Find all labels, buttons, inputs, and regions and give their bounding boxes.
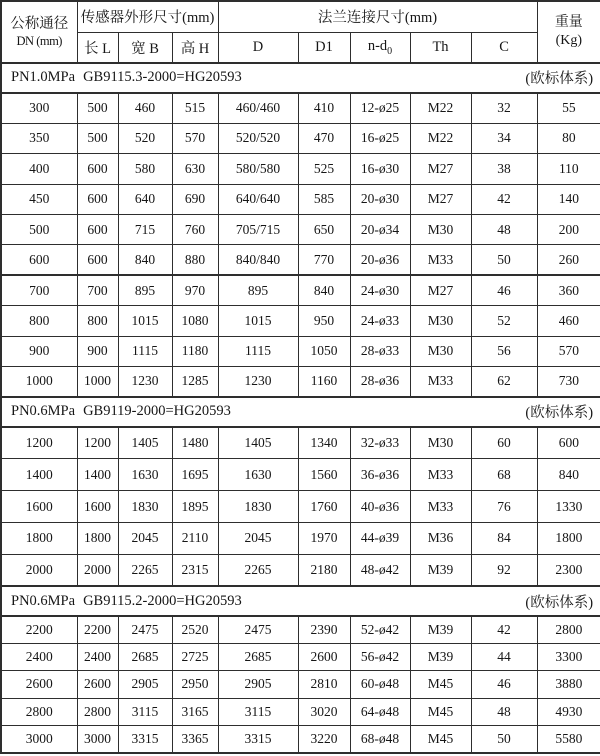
table-cell: M39 [410,554,471,586]
table-cell: 1800 [537,522,600,554]
table-cell: 62 [471,366,537,396]
table-cell: 60 [471,427,537,459]
table-cell: 1285 [172,366,218,396]
header-row-groups [1,1,600,32]
table-cell: 2300 [537,554,600,586]
table-cell: 200 [537,214,600,244]
table-cell: 2315 [172,554,218,586]
table-cell: 525 [298,154,350,184]
table-cell: 2810 [298,671,350,698]
weight-unit: (Kg) [555,33,583,48]
table-cell: M22 [410,123,471,153]
table-cell: 2400 [77,644,118,671]
table-cell: 84 [471,522,537,554]
col-header-label: D [252,38,264,55]
section-header-cell [1,397,600,427]
table-cell: 895 [218,275,298,305]
table-cell: 48 [471,698,537,725]
col-header-weight [537,1,600,63]
section-header-content [2,401,600,422]
spec-row [1,154,600,184]
table-cell: 1015 [118,306,172,336]
table-cell: 1115 [118,336,172,366]
table-cell: 760 [172,214,218,244]
table-cell: 3315 [218,725,298,753]
table-cell: 1160 [298,366,350,396]
spec-row [1,123,600,153]
spec-row [1,184,600,214]
table-cell: 1830 [118,491,172,523]
table-cell: 585 [298,184,350,214]
table-cell: M39 [410,644,471,671]
table-cell: 1560 [298,459,350,491]
table-cell: 1115 [218,336,298,366]
table-cell: 2000 [1,554,77,586]
table-cell: 2685 [218,644,298,671]
table-cell: 16-ø30 [350,154,410,184]
standard-system-note: (欧标体系) [525,405,594,422]
spec-row [1,491,600,523]
table-cell: 3315 [118,725,172,753]
table-cell: 1800 [1,522,77,554]
table-cell: 400 [1,154,77,184]
table-cell: 1630 [118,459,172,491]
table-cell: 3020 [298,698,350,725]
table-cell: 800 [1,306,77,336]
col-header-width-b: 宽 B [118,32,172,63]
table-cell: 4930 [537,698,600,725]
section-header-row [1,397,600,427]
table-cell: 2180 [298,554,350,586]
table-cell: 64-ø48 [350,698,410,725]
spec-row [1,306,600,336]
table-cell: 1600 [1,491,77,523]
table-cell: 12-ø25 [350,93,410,123]
table-cell: 2200 [77,616,118,643]
table-cell: 470 [298,123,350,153]
section-header-content [2,67,600,88]
table-cell: 1800 [77,522,118,554]
col-header-d1 [298,32,350,63]
table-cell: 36-ø36 [350,459,410,491]
col-header-height-h: 高 H [172,32,218,63]
table-cell: 3000 [1,725,77,753]
table-cell: M33 [410,366,471,396]
table-cell: 900 [1,336,77,366]
spec-row [1,644,600,671]
table-cell: 20-ø30 [350,184,410,214]
table-cell: 1630 [218,459,298,491]
table-cell: 20-ø36 [350,245,410,275]
table-cell: 76 [471,491,537,523]
table-cell: 1330 [537,491,600,523]
table-cell: 56-ø42 [350,644,410,671]
table-cell: 840 [118,245,172,275]
table-cell: 44 [471,644,537,671]
table-cell: 600 [1,245,77,275]
table-cell: 700 [77,275,118,305]
table-cell: 2110 [172,522,218,554]
table-cell: 1230 [118,366,172,396]
table-cell: 800 [77,306,118,336]
table-cell: 1000 [1,366,77,396]
table-cell: 110 [537,154,600,184]
table-cell: 600 [77,214,118,244]
spec-row [1,459,600,491]
table-cell: 600 [537,427,600,459]
spec-row [1,93,600,123]
table-cell: 2600 [1,671,77,698]
spec-row [1,214,600,244]
table-cell: 80 [537,123,600,153]
col-header-label: Th [432,38,449,55]
col-header-c [471,32,537,63]
standard-code: GB9119-2000=HG20593 [83,403,231,420]
table-cell: 520/520 [218,123,298,153]
spec-row [1,336,600,366]
spec-row [1,522,600,554]
spec-row [1,725,600,753]
spec-row [1,245,600,275]
table-cell: 1480 [172,427,218,459]
table-cell: 640 [118,184,172,214]
table-cell: 2600 [298,644,350,671]
table-cell: 640/640 [218,184,298,214]
table-cell: 2045 [118,522,172,554]
table-cell: 50 [471,725,537,753]
table-cell: 32-ø33 [350,427,410,459]
table-cell: 2685 [118,644,172,671]
table-cell: 34 [471,123,537,153]
table-cell: 1695 [172,459,218,491]
table-cell: 1050 [298,336,350,366]
table-cell: 3165 [172,698,218,725]
table-cell: 1970 [298,522,350,554]
spec-row [1,671,600,698]
spec-row [1,275,600,305]
table-cell: 1830 [218,491,298,523]
table-body [1,63,600,753]
table-cell: 3115 [118,698,172,725]
table-cell: 880 [172,245,218,275]
col-header-nd0 [350,32,410,63]
standard-code: GB9115.3-2000=HG20593 [83,69,242,86]
table-cell: 300 [1,93,77,123]
table-cell: 600 [77,245,118,275]
table-cell: 68-ø48 [350,725,410,753]
table-cell: 2400 [1,644,77,671]
section-header-content [2,591,600,612]
table-cell: 24-ø33 [350,306,410,336]
pressure-rating: PN0.6MPa [11,592,76,609]
table-cell: 46 [471,275,537,305]
table-cell: 360 [537,275,600,305]
table-cell: 460/460 [218,93,298,123]
table-cell: 55 [537,93,600,123]
table-cell: 690 [172,184,218,214]
table-cell: 715 [118,214,172,244]
table-cell: M45 [410,725,471,753]
table-cell: 2265 [118,554,172,586]
table-cell: M45 [410,671,471,698]
table-cell: 5580 [537,725,600,753]
table-cell: 450 [1,184,77,214]
table-cell: 705/715 [218,214,298,244]
table-cell: 650 [298,214,350,244]
table-cell: 40-ø36 [350,491,410,523]
table-cell: 630 [172,154,218,184]
table-cell: 500 [1,214,77,244]
table-cell: 1000 [77,366,118,396]
table-cell: M30 [410,336,471,366]
table-cell: 1760 [298,491,350,523]
table-cell: 92 [471,554,537,586]
table-cell: 60-ø48 [350,671,410,698]
table-cell: 38 [471,154,537,184]
table-cell: 410 [298,93,350,123]
table-cell: 600 [77,154,118,184]
table-cell: 2200 [1,616,77,643]
table-cell: 350 [1,123,77,153]
table-cell: 140 [537,184,600,214]
table-cell: 32 [471,93,537,123]
table-cell: 580 [118,154,172,184]
table-cell: 2475 [218,616,298,643]
table-cell: 570 [537,336,600,366]
table-cell: 44-ø39 [350,522,410,554]
table-cell: 2520 [172,616,218,643]
section-header-cell [1,63,600,93]
table-cell: M36 [410,522,471,554]
table-cell: 1340 [298,427,350,459]
table-cell: 2725 [172,644,218,671]
spec-row [1,698,600,725]
table-cell: 1400 [77,459,118,491]
table-header [1,1,600,63]
standard-system-note: (欧标体系) [525,594,594,611]
col-header-label: D1 [315,38,333,55]
table-cell: M27 [410,275,471,305]
table-cell: 580/580 [218,154,298,184]
table-cell: 42 [471,184,537,214]
table-cell: M33 [410,245,471,275]
table-cell: 24-ø30 [350,275,410,305]
table-cell: 730 [537,366,600,396]
table-cell: 950 [298,306,350,336]
dn-subtitle: DN (mm) [16,33,62,48]
pressure-rating: PN0.6MPa [11,403,76,420]
table-cell: 20-ø34 [350,214,410,244]
table-cell: M27 [410,184,471,214]
col-header-th [410,32,471,63]
table-cell: 3115 [218,698,298,725]
table-cell: M33 [410,459,471,491]
col-header-label: n-d [367,37,388,54]
table-cell: 1400 [1,459,77,491]
dn-title: 公称通径 [10,15,69,32]
table-cell: 52-ø42 [350,616,410,643]
col-header-label: C [499,38,509,55]
table-cell: 2905 [118,671,172,698]
table-cell: 970 [172,275,218,305]
table-cell: M33 [410,491,471,523]
table-cell: 460 [537,306,600,336]
table-cell: 570 [172,123,218,153]
table-cell: 28-ø33 [350,336,410,366]
table-cell: 1230 [218,366,298,396]
table-cell: 28-ø36 [350,366,410,396]
table-cell: 460 [118,93,172,123]
table-cell: 1180 [172,336,218,366]
table-cell: 2905 [218,671,298,698]
spec-row [1,366,600,396]
col-header-length-l: 长 L [77,32,118,63]
table-cell: M39 [410,616,471,643]
col-header-dn [1,1,77,63]
table-cell: 2800 [1,698,77,725]
table-cell: 840/840 [218,245,298,275]
table-cell: M30 [410,214,471,244]
table-cell: 56 [471,336,537,366]
table-cell: 600 [77,184,118,214]
table-cell: 900 [77,336,118,366]
table-cell: 48-ø42 [350,554,410,586]
weight-title: 重量 [554,14,583,30]
table-cell: 260 [537,245,600,275]
table-cell: 3000 [77,725,118,753]
table-cell: 1200 [77,427,118,459]
table-cell: 48 [471,214,537,244]
table-cell: 1080 [172,306,218,336]
table-cell: 1600 [77,491,118,523]
col-group-flange-dimensions: 法兰连接尺寸(mm) [218,1,537,32]
table-cell: 1895 [172,491,218,523]
table-cell: 1405 [118,427,172,459]
pressure-rating: PN1.0MPa [11,69,76,86]
table-cell: 2000 [77,554,118,586]
table-cell: 2800 [77,698,118,725]
col-header-subscript: 0 [387,45,393,57]
table-cell: 840 [537,459,600,491]
table-cell: 2800 [537,616,600,643]
table-cell: 1015 [218,306,298,336]
header-row-columns [1,32,600,63]
standard-system-note: (欧标体系) [525,71,594,88]
table-cell: 840 [298,275,350,305]
table-cell: M45 [410,698,471,725]
spec-row [1,427,600,459]
table-cell: 3880 [537,671,600,698]
col-header-d [218,32,298,63]
table-cell: M30 [410,306,471,336]
table-cell: 2600 [77,671,118,698]
table-cell: 42 [471,616,537,643]
col-group-sensor-dimensions: 传感器外形尺寸(mm) [77,1,218,32]
table-cell: 500 [77,123,118,153]
table-cell: 770 [298,245,350,275]
table-cell: 1405 [218,427,298,459]
table-cell: 50 [471,245,537,275]
table-cell: 3300 [537,644,600,671]
table-cell: 3220 [298,725,350,753]
table-cell: 2950 [172,671,218,698]
table-cell: M30 [410,427,471,459]
table-cell: M27 [410,154,471,184]
spec-row [1,554,600,586]
standard-code: GB9115.2-2000=HG20593 [83,592,242,609]
table-cell: 515 [172,93,218,123]
table-cell: 16-ø25 [350,123,410,153]
table-cell: 3365 [172,725,218,753]
table-cell: 700 [1,275,77,305]
section-header-row [1,63,600,93]
table-cell: 895 [118,275,172,305]
table-cell: 2390 [298,616,350,643]
table-cell: 1200 [1,427,77,459]
spec-row [1,616,600,643]
table-cell: 2045 [218,522,298,554]
table-cell: 520 [118,123,172,153]
table-cell: 500 [77,93,118,123]
table-cell: 2475 [118,616,172,643]
table-cell: 52 [471,306,537,336]
table-cell: M22 [410,93,471,123]
table-cell: 2265 [218,554,298,586]
table-cell: 46 [471,671,537,698]
table-cell: 68 [471,459,537,491]
section-header-cell [1,586,600,616]
section-header-row [1,586,600,616]
